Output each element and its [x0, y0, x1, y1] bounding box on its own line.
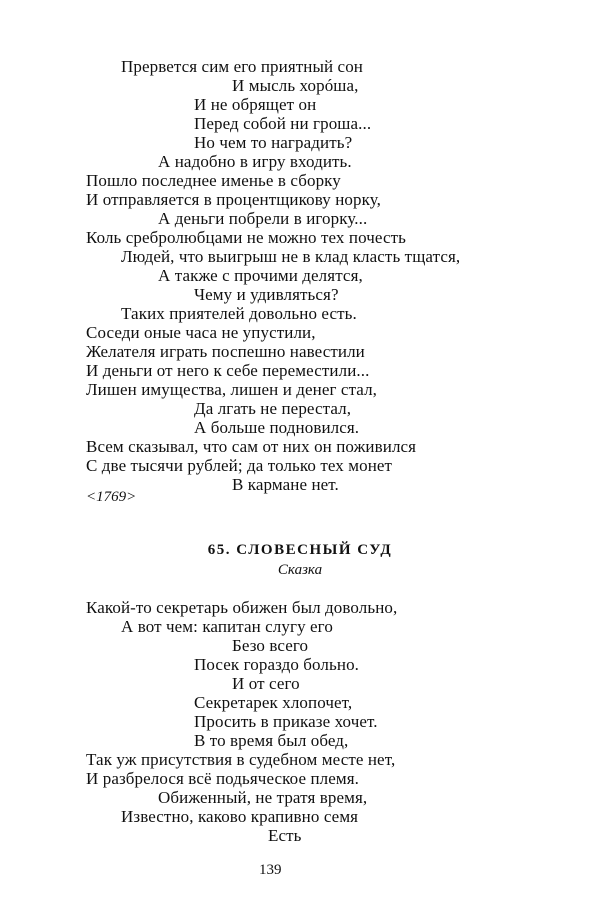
- poem-subtitle: Сказка: [277, 562, 323, 578]
- poem-1-line: Лишен имущества, лишен и денег стал,: [86, 380, 378, 399]
- poem-2-line: Просить в приказе хочет.: [194, 712, 378, 731]
- poem-1-line: Чему и удивляться?: [194, 285, 339, 304]
- poem-1-line: А также с прочими делятся,: [158, 266, 363, 285]
- poem-1-line: В кармане нет.: [232, 475, 339, 494]
- poem-1-line: Людей, что выигрыш не в клад класть тщатся,: [121, 247, 461, 266]
- poem-2-line: А вот чем: капитан слугу его: [121, 617, 333, 636]
- poem-1-line: Да лгать не перестал,: [194, 399, 352, 418]
- poem-1-line: Всем сказывал, что сам от них он поживился: [86, 437, 417, 456]
- poem-1-line: И не обрящет он: [194, 95, 317, 114]
- poem-2-line: Безо всего: [232, 636, 309, 655]
- poem-1-line: Пошло последнее именье в сборку: [86, 171, 341, 190]
- poem-2-line: Известно, каково крапивно семя: [121, 807, 359, 826]
- poem-2-line: Посек гораздо больно.: [194, 655, 360, 674]
- poem-1-line: А деньги побрели в игорку...: [158, 209, 368, 228]
- poem-1-line: Соседи оные часа не упустили,: [86, 323, 316, 342]
- poem-2-line: Есть: [268, 826, 302, 845]
- poem-title: 65. СЛОВЕСНЫЙ СУД: [207, 542, 393, 558]
- poem-date: <1769>: [86, 489, 137, 505]
- poem-1-line: Прервется сим его приятный сон: [121, 57, 363, 76]
- poem-1-line: Коль сребролюбцами не можно тех почесть: [86, 228, 406, 247]
- poem-2-line: В то время был обед,: [194, 731, 349, 750]
- poem-1-line: Таких приятелей довольно есть.: [121, 304, 357, 323]
- poem-2-line: Так уж присутствия в судебном месте нет,: [86, 750, 396, 769]
- poem-1-line: Перед собой ни гроша...: [194, 114, 372, 133]
- poem-1-line: С две тысячи рублей; да только тех монет: [86, 456, 393, 475]
- poem-1-line: А надобно в игру входить.: [158, 152, 352, 171]
- poem-1-line: А больше подновился.: [194, 418, 360, 437]
- poem-1-line: И деньги от него к себе переместили...: [86, 361, 370, 380]
- poem-2-line: Обиженный, не тратя время,: [158, 788, 368, 807]
- poem-2-line: И от сего: [232, 674, 300, 693]
- poem-2-line: Какой-то секретарь обижен был довольно,: [86, 598, 398, 617]
- poem-1-line: Но чем то наградить?: [194, 133, 353, 152]
- poem-2-line: И разбрелося всё подьяческое племя.: [86, 769, 360, 788]
- poem-1-line: Желателя играть поспешно навестили: [86, 342, 365, 361]
- poem-1-line: И мысль хорóша,: [232, 76, 359, 95]
- page-number: 139: [259, 862, 282, 878]
- poem-2-line: Секретарек хлопочет,: [194, 693, 353, 712]
- poem-1-line: И отправляется в процентщикову норку,: [86, 190, 381, 209]
